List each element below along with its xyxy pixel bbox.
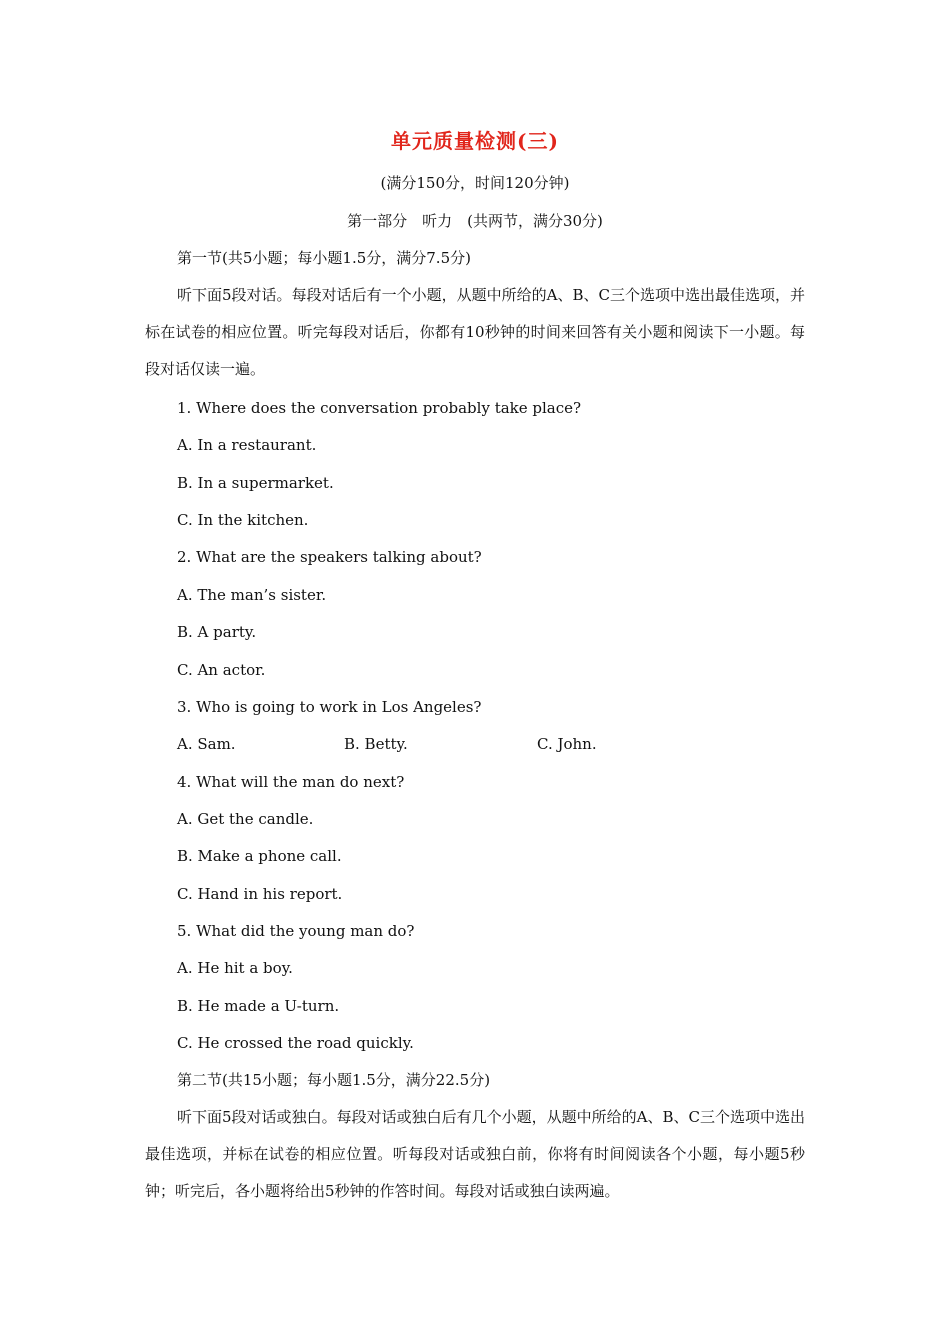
- part-heading: 第一部分 听力 (共两节，满分30分): [347, 212, 603, 230]
- question-stem: 4. What will the man do next?: [177, 773, 405, 791]
- question-stem: 1. Where does the conversation probably take place?: [177, 399, 582, 417]
- question-option: C. In the kitchen.: [177, 511, 309, 529]
- question-option: B. A party.: [177, 623, 257, 641]
- document-title: 单元质量检测(三): [391, 129, 559, 153]
- question-option: C. An actor.: [177, 661, 266, 679]
- question-option: C. Hand in his report.: [177, 885, 343, 903]
- question-option: B. Betty.: [344, 735, 408, 753]
- section1-instructions: 听下面5段对话。每段对话后有一个小题，从题中所给的A、B、C三个选项中选出最佳选项，并标在试卷的相应位置。听完每段对话后，你都有10秒钟的时间来回答有关小题和阅读下一小题。每段对话仅读一遍。: [145, 286, 805, 378]
- section2-heading: 第二节(共15小题；每小题1.5分，满分22.5分): [177, 1071, 491, 1089]
- question-option: C. John.: [537, 735, 597, 753]
- question-stem: 2. What are the speakers talking about?: [177, 548, 482, 566]
- section1-heading: 第一节(共5小题；每小题1.5分，满分7.5分): [177, 249, 471, 267]
- section2-instructions: 听下面5段对话或独白。每段对话或独白后有几个小题，从题中所给的A、B、C三个选项中选出最佳选项，并标在试卷的相应位置。听每段对话或独白前，你将有时间阅读各个小题，每小题5秒钟；听完后，各小题将给出5秒钟的作答时间。每段对话或独白读两遍。: [145, 1108, 805, 1200]
- question-stem: 5. What did the young man do?: [177, 922, 415, 940]
- question-option: A. The man’s sister.: [177, 586, 327, 604]
- question-option: B. Make a phone call.: [177, 847, 342, 865]
- question-option: A. Sam.: [177, 735, 236, 753]
- question-option: A. In a restaurant.: [177, 436, 317, 454]
- question-option: A. He hit a boy.: [177, 959, 293, 977]
- question-option: A. Get the candle.: [177, 810, 314, 828]
- question-option: C. He crossed the road quickly.: [177, 1034, 414, 1052]
- document-subtitle: (满分150分，时间120分钟): [380, 174, 570, 192]
- question-stem: 3. Who is going to work in Los Angeles?: [177, 698, 482, 716]
- question-option: B. He made a U-turn.: [177, 997, 340, 1015]
- question-option: B. In a supermarket.: [177, 474, 334, 492]
